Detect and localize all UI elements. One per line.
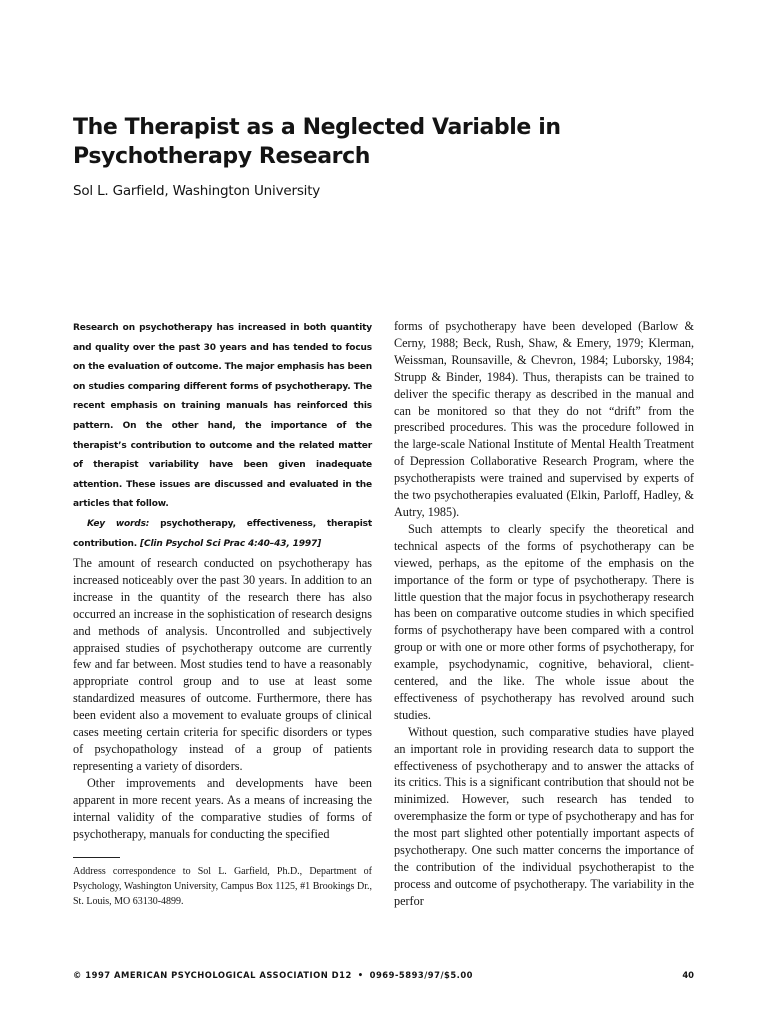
issn-code: 0969-5893/97/$5.00 [369,970,473,980]
keywords-line [73,515,372,554]
footer-separator: • [357,970,364,980]
copyright-notice: © 1997 AMERICAN PSYCHOLOGICAL ASSOCIATION D12 [73,970,352,980]
footnote-divider [73,857,120,858]
body-column-right [394,318,694,910]
author-line: Sol L. Garfield, Washington University [73,183,321,199]
abstract [73,319,372,554]
body-column-left [73,555,372,842]
paragraph: The amount of research conducted on psychotherapy has increased noticeably over the past 30 years. In addition to an increase in the quantity of the research there has also occurred an increase in the sophistication of research designs and methods of analysis. Uncontrolled and subjectively appraised studies of psychotherapy outcome are currently few and far between. Most studies tend to have a reasonably appropriate control group and to use at least some standardized measures of outcome. Furthermore, there has been evident also a movement to evaluate groups of clinical cases meeting certain criteria for specific disorders or types of psychopathology instead of a group of patients representing a variety of disorders. [73,556,372,773]
paragraph: forms of psychotherapy have been developed (Barlow & Cerny, 1988; Beck, Rush, Shaw, & Emery, 1979; Klerman, Weissman, Rounsaville, & Chevron, 1984; Luborsky, 1984; Strupp & Binder, 1984). Thus, therapists can be trained to deliver the specific therapy as described in the manual and can be monitored so that they do not “drift” from the prescribed procedures. This was the procedure followed in the large-scale National Institute of Mental Health Treatment of Depression Collaborative Research Program, where the psychotherapists were trained and supervised by experts of the two psychotherapies evaluated (Elkin, Parloff, Hadley, & Autry, 1985). [394,319,694,519]
journal-citation: [Clin Psychol Sci Prac 4:40–43, 1997] [140,538,322,549]
page-footer [73,970,473,980]
keywords-list: psychotherapy, effectiveness, therapist contribution. [73,518,373,549]
page-number: 40 [682,970,694,980]
keywords-label: Key words: [87,518,150,529]
article-title: The Therapist as a Neglected Variable in Psychotherapy Research [73,115,561,169]
paragraph: Without question, such comparative studies have played an important role in providing research data to support the effectiveness of psychotherapy and to answer the attacks of its critics. This is a significant contribution that should not be minimized. However, such research has tended to overemphasize the form or type of psychotherapy and has for the most part slighted other potentially important aspects of psychotherapy. One such matter concerns the importance of the contribution of the individual psychotherapist to the process and outcome of psychotherapy. The variability in the perfor [394,724,694,908]
paragraph: Other improvements and developments have been apparent in more recent years. As a means of increasing the internal validity of the comparative studies of forms of psychotherapy, manuals for conducting the specified [73,775,372,841]
abstract-text: Research on psychotherapy has increased in both quantity and quality over the past 30 years and has tended to focus on the evaluation of outcome. The major emphasis has been on studies comparing different forms of psychotherapy. The recent emphasis on training manuals has reinforced this pattern. On the other hand, the importance of the therapist’s contribution to outcome and the related matter of therapist variability have been given inadequate attention. These issues are discussed and evaluated in the articles that follow. [73,323,372,510]
correspondence-footnote: Address correspondence to Sol L. Garfield, Ph.D., Department of Psychology, Washington University, Campus Box 1125, #1 Brookings Dr., St. Louis, MO 63130-4899. [73,866,372,907]
paragraph: Such attempts to clearly specify the theoretical and technical aspects of the forms of psychotherapy can be viewed, perhaps, as the epitome of the emphasis on the importance of the form or type of psychotherapy. There is little question that the major focus in psychotherapy research has been on comparative outcome studies in which specified forms of psychotherapy have been compared with a control group or with one or more other forms of psychotherapy, for example, psychodynamic, cognitive, behavioral, client-centered, and the like. The whole issue about the effectiveness of psychotherapy has revolved around such studies. [394,521,694,722]
